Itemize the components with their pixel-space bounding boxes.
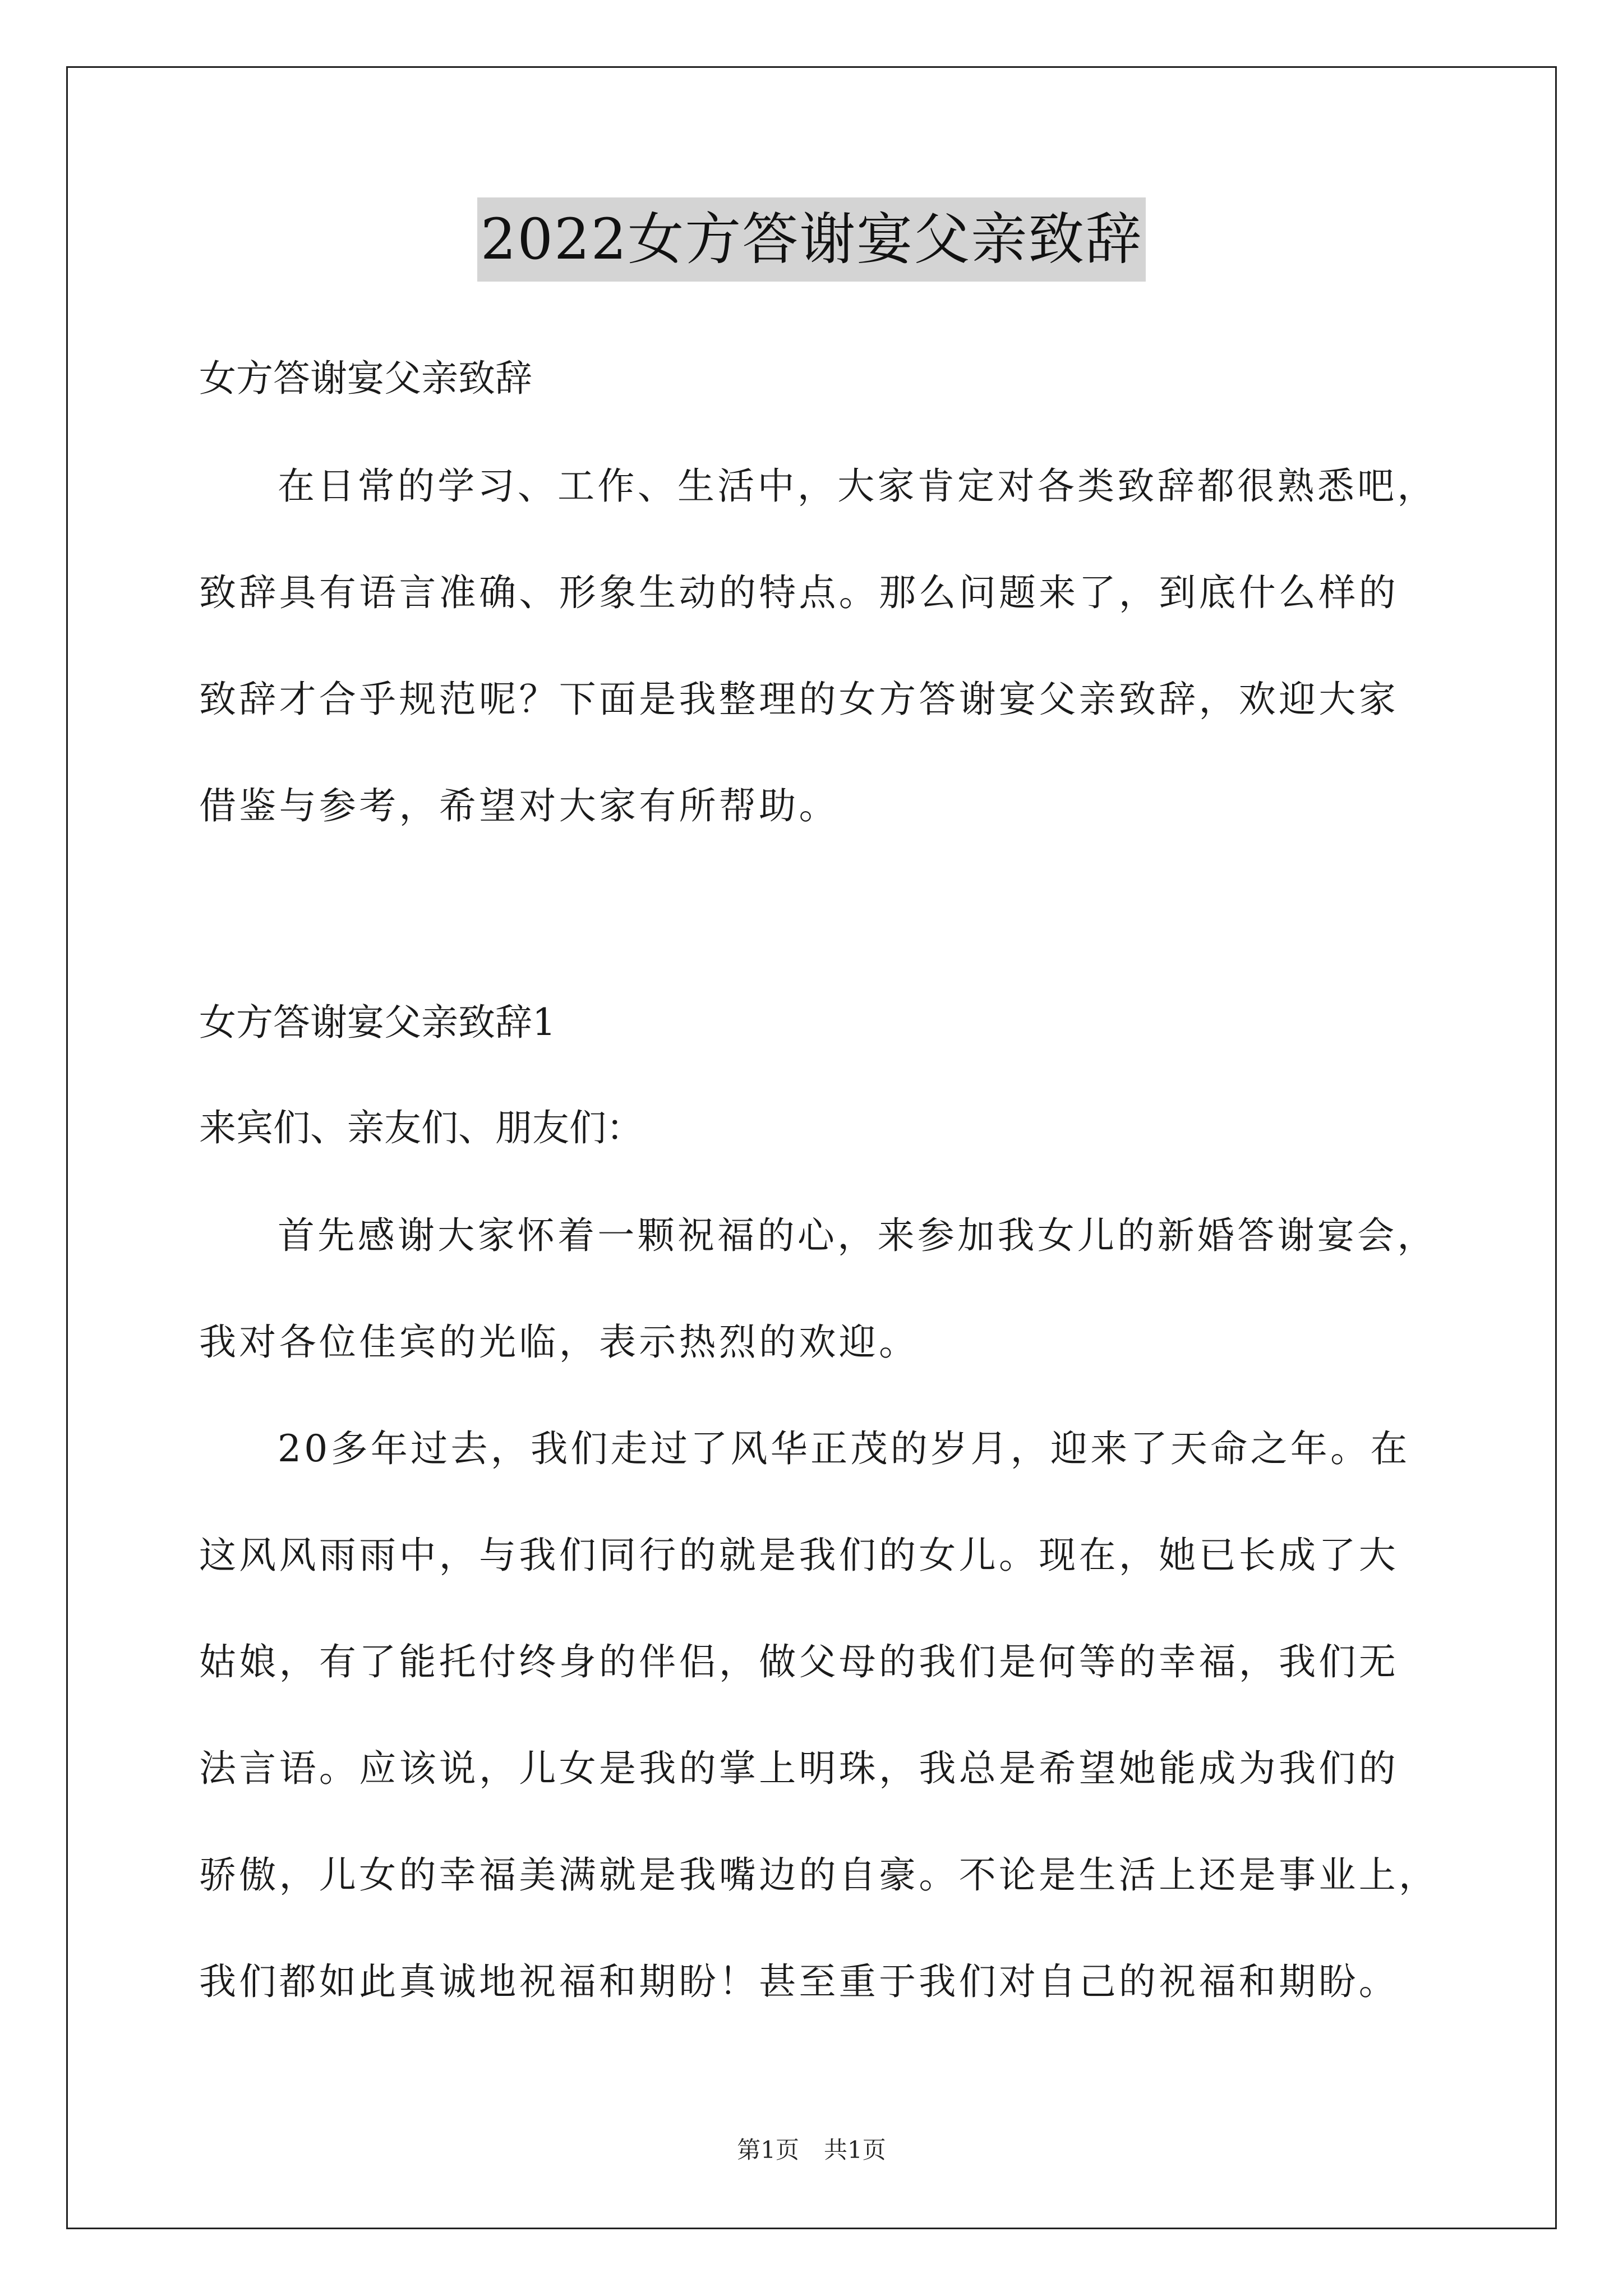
para2-line-6: 我们都如此真诚地祝福和期盼！甚至重于我们对自己的祝福和期盼。 xyxy=(199,1960,1399,2003)
para2-line-3: 姑娘，有了能托付终身的伴侣，做父母的我们是何等的幸福，我们无 xyxy=(199,1640,1399,1683)
para2-line-4: 法言语。应该说，儿女是我的掌上明珠，我总是希望她能成为我们的 xyxy=(199,1747,1399,1790)
para2-line-1: 20多年过去，我们走过了风华正茂的岁月，迎来了天命之年。在 xyxy=(278,1427,1410,1470)
intro-line-2: 致辞具有语言准确、形象生动的特点。那么问题来了，到底什么样的 xyxy=(199,571,1399,614)
intro-line-3: 致辞才合乎规范呢？下面是我整理的女方答谢宴父亲致辞，欢迎大家 xyxy=(199,678,1399,721)
page-footer xyxy=(0,2133,1623,2167)
title-container xyxy=(0,197,1623,282)
section-heading: 女方答谢宴父亲致辞1 xyxy=(199,1001,556,1044)
intro-line-4: 借鉴与参考，希望对大家有所帮助。 xyxy=(199,784,839,827)
document-title: 2022女方答谢宴父亲致辞 xyxy=(477,197,1146,282)
para2-line-2: 这风风雨雨中，与我们同行的就是我们的女儿。现在，她已长成了大 xyxy=(199,1534,1399,1577)
intro-line-1: 在日常的学习、工作、生活中，大家肯定对各类致辞都很熟悉吧， xyxy=(278,464,1437,508)
document-subtitle: 女方答谢宴父亲致辞 xyxy=(199,357,532,400)
page-total: 共1页 xyxy=(824,2136,886,2164)
greeting: 来宾们、亲友们、朋友们： xyxy=(199,1106,643,1149)
para2-line-5: 骄傲，儿女的幸福美满就是我嘴边的自豪。不论是生活上还是事业上， xyxy=(199,1853,1439,1897)
page-number: 第1页 xyxy=(737,2136,799,2164)
para1-line-2: 我对各位佳宾的光临，表示热烈的欢迎。 xyxy=(199,1320,919,1364)
para1-line-1: 首先感谢大家怀着一颗祝福的心，来参加我女儿的新婚答谢宴会， xyxy=(278,1214,1437,1257)
